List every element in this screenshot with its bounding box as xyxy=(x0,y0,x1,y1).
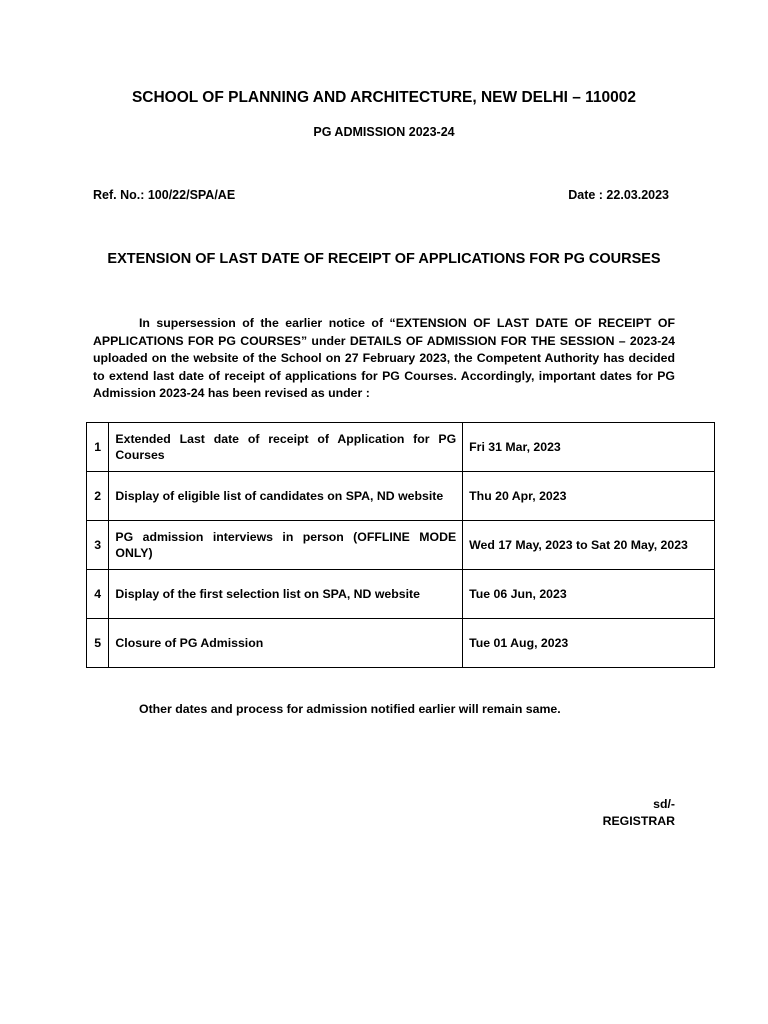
signature-sd: sd/- xyxy=(653,797,675,811)
notice-title: EXTENSION OF LAST DATE OF RECEIPT OF APPLICATIONS FOR PG COURSES xyxy=(107,251,661,267)
event-description: PG admission interviews in person (OFFLINE MODE ONLY) xyxy=(109,521,463,570)
event-date: Fri 31 Mar, 2023 xyxy=(463,423,715,472)
table-row xyxy=(87,472,715,521)
row-number: 5 xyxy=(87,619,109,668)
notice-date: Date : 22.03.2023 xyxy=(568,188,669,202)
event-date: Tue 01 Aug, 2023 xyxy=(463,619,715,668)
event-description: Closure of PG Admission xyxy=(109,619,463,668)
reference-number: Ref. No.: 100/22/SPA/AE xyxy=(93,188,236,202)
signatory-title: REGISTRAR xyxy=(602,814,675,828)
event-date: Tue 06 Jun, 2023 xyxy=(463,570,715,619)
schedule-table xyxy=(86,422,715,668)
admission-subtitle: PG ADMISSION 2023-24 xyxy=(313,125,455,139)
footnote-text: Other dates and process for admission notified earlier will remain same. xyxy=(139,702,561,716)
signature-block xyxy=(603,796,675,830)
event-description: Display of eligible list of candidates on SPA, ND website xyxy=(109,472,463,521)
row-number: 1 xyxy=(87,423,109,472)
table-row xyxy=(87,521,715,570)
event-date: Thu 20 Apr, 2023 xyxy=(463,472,715,521)
institution-heading: SCHOOL OF PLANNING AND ARCHITECTURE, NEW DELHI – 110002 xyxy=(131,89,637,106)
table-row xyxy=(87,423,715,472)
row-number: 3 xyxy=(87,521,109,570)
table-row xyxy=(87,619,715,668)
event-description: Extended Last date of receipt of Application for PG Courses xyxy=(109,423,463,472)
notice-body-paragraph: In supersession of the earlier notice of “EXTENSION OF LAST DATE OF RECEIPT OF APPLICATIONS FOR PG COURSES” under DETAILS OF ADMISSION FOR THE SESSION – 2023-24 uploaded on the website of the School on 27 February 2023, the Competent Authority has decided to extend last date of receipt of applications for PG Courses. Accordingly, important dates for PG Admission 2023-24 has been revised as under : xyxy=(93,316,675,401)
table-row xyxy=(87,570,715,619)
row-number: 4 xyxy=(87,570,109,619)
row-number: 2 xyxy=(87,472,109,521)
event-description: Display of the first selection list on SPA, ND website xyxy=(109,570,463,619)
event-date: Wed 17 May, 2023 to Sat 20 May, 2023 xyxy=(463,521,715,570)
